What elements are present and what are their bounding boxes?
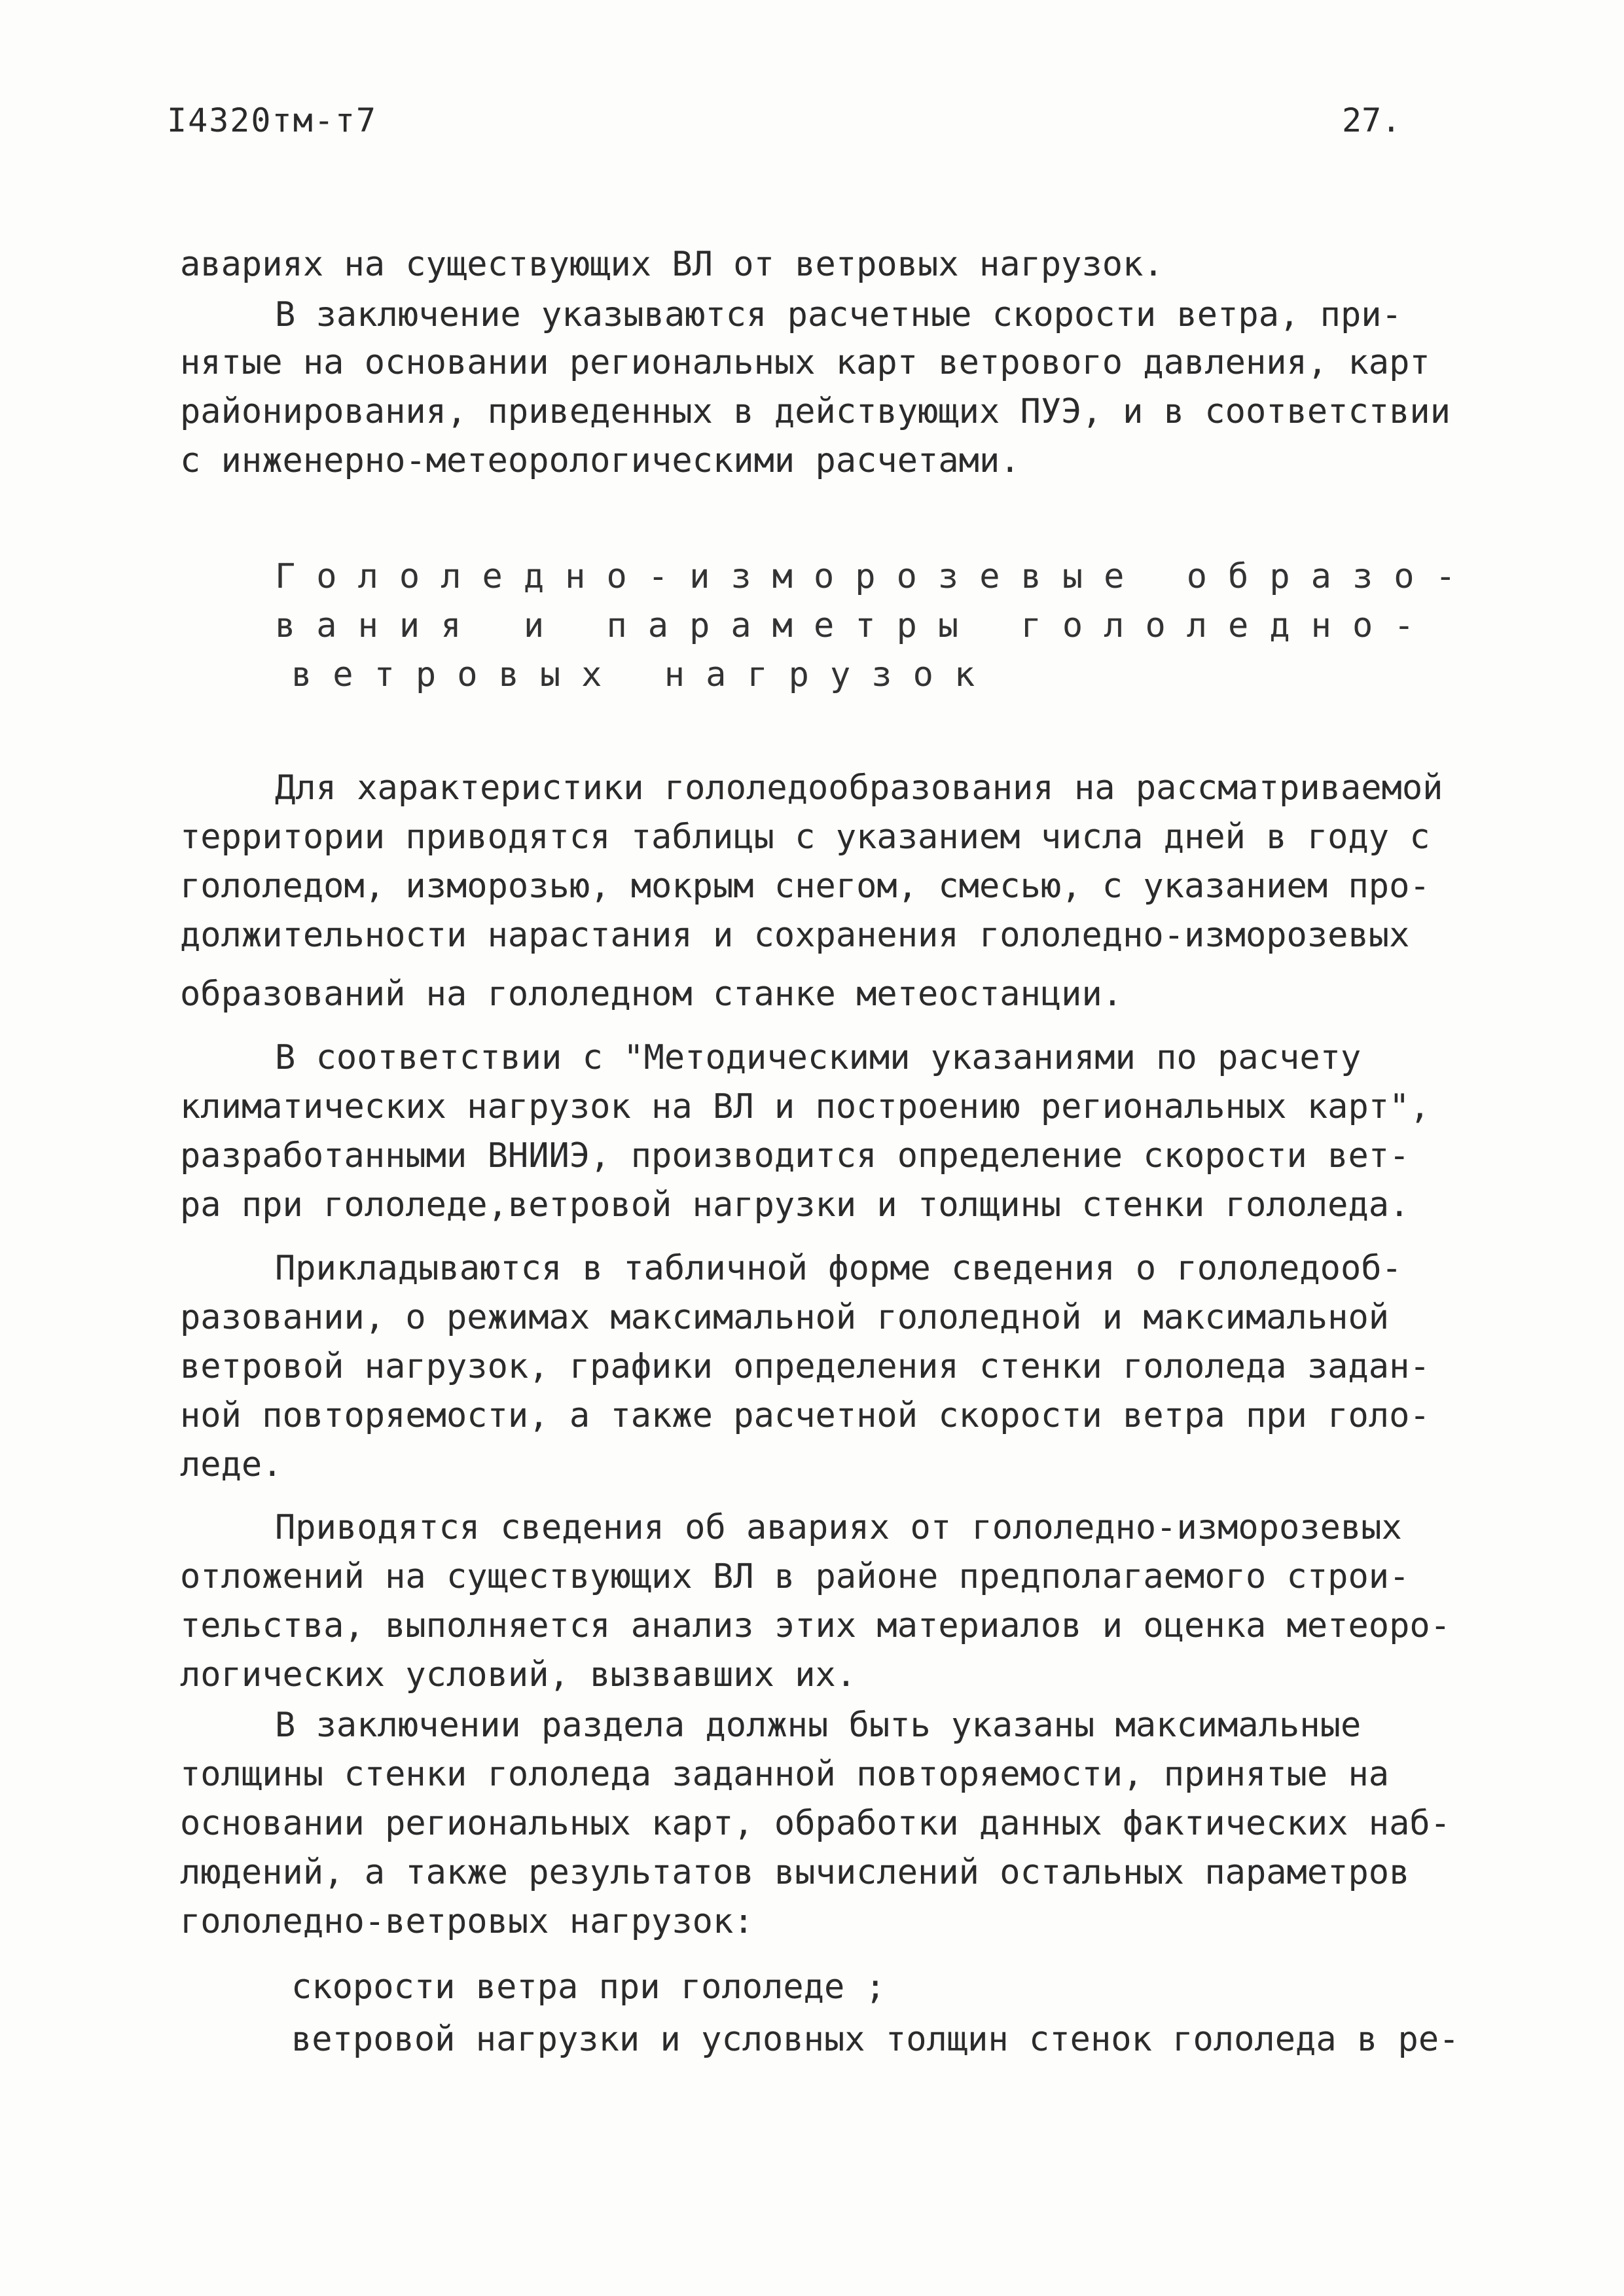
- text-line: с инженерно-метеорологическими расчетами.: [180, 441, 1020, 480]
- text-line: Для характеристики гололедообразования на рассматриваемой: [275, 768, 1443, 808]
- text-line: гололедом, изморозью, мокрым снегом, смесью, с указанием про-: [180, 867, 1430, 906]
- text-line: Прикладываются в табличной форме сведения о гололедооб-: [275, 1249, 1402, 1288]
- text-line: логических условий, вызвавших их.: [180, 1655, 857, 1695]
- text-line: Приводятся сведения об авариях от гололедно-изморозевых: [275, 1508, 1402, 1547]
- text-line: толщины стенки гололеда заданной повторяемости, принятые на: [180, 1755, 1390, 1794]
- text-line: должительности нарастания и сохранения гололедно-изморозевых: [180, 916, 1410, 955]
- list-item: ветровой нагрузки и условных толщин стенок гололеда в ре-: [291, 2020, 1460, 2059]
- section-heading-line: ветровых нагрузок: [291, 655, 996, 694]
- text-line: В соответствии с "Методическими указаниями по расчету: [275, 1038, 1362, 1077]
- text-line: тельства, выполняется анализ этих материалов и оценка метеоро-: [180, 1606, 1451, 1645]
- text-line: гололедно-ветровых нагрузок:: [180, 1902, 754, 1941]
- section-heading-line: вания и параметры гололедно-: [275, 606, 1435, 645]
- list-item: скорости ветра при гололеде ;: [291, 1967, 886, 2007]
- text-line: людений, а также результатов вычислений остальных параметров: [180, 1853, 1410, 1892]
- text-line: леде.: [180, 1445, 283, 1484]
- text-line: разовании, о режимах максимальной гололедной и максимальной: [180, 1298, 1390, 1337]
- text-line: В заключении раздела должны быть указаны максимальные: [275, 1706, 1362, 1745]
- text-line: разработанными ВНИИЭ, производится определение скорости вет-: [180, 1136, 1410, 1175]
- document-code: I4320тм-т7: [167, 101, 378, 139]
- text-line: отложений на существующих ВЛ в районе предполагаемого строи-: [180, 1557, 1410, 1596]
- section-heading-line: Гололедно-изморозевые образо-: [275, 557, 1477, 596]
- text-line: ра при гололеде,ветровой нагрузки и толщины стенки гололеда.: [180, 1185, 1410, 1225]
- text-line: климатических нагрузок на ВЛ и построению региональных карт",: [180, 1087, 1430, 1126]
- text-line: районирования, приведенных в действующих ПУЭ, и в соответствии: [180, 392, 1451, 431]
- text-line: основании региональных карт, обработки данных фактических наб-: [180, 1804, 1451, 1843]
- text-line: авариях на существующих ВЛ от ветровых нагрузок.: [180, 245, 1164, 284]
- text-line: территории приводятся таблицы с указанием числа дней в году с: [180, 817, 1430, 857]
- page-number: 27.: [1342, 101, 1401, 139]
- text-line: ветровой нагрузок, графики определения стенки гололеда задан-: [180, 1347, 1430, 1386]
- text-line: В заключение указываются расчетные скорости ветра, при-: [275, 295, 1402, 334]
- text-line: нятые на основании региональных карт ветрового давления, карт: [180, 343, 1430, 382]
- text-line: ной повторяемости, а также расчетной скорости ветра при голо-: [180, 1396, 1430, 1435]
- text-line: образований на гололедном станке метеостанции.: [180, 975, 1123, 1014]
